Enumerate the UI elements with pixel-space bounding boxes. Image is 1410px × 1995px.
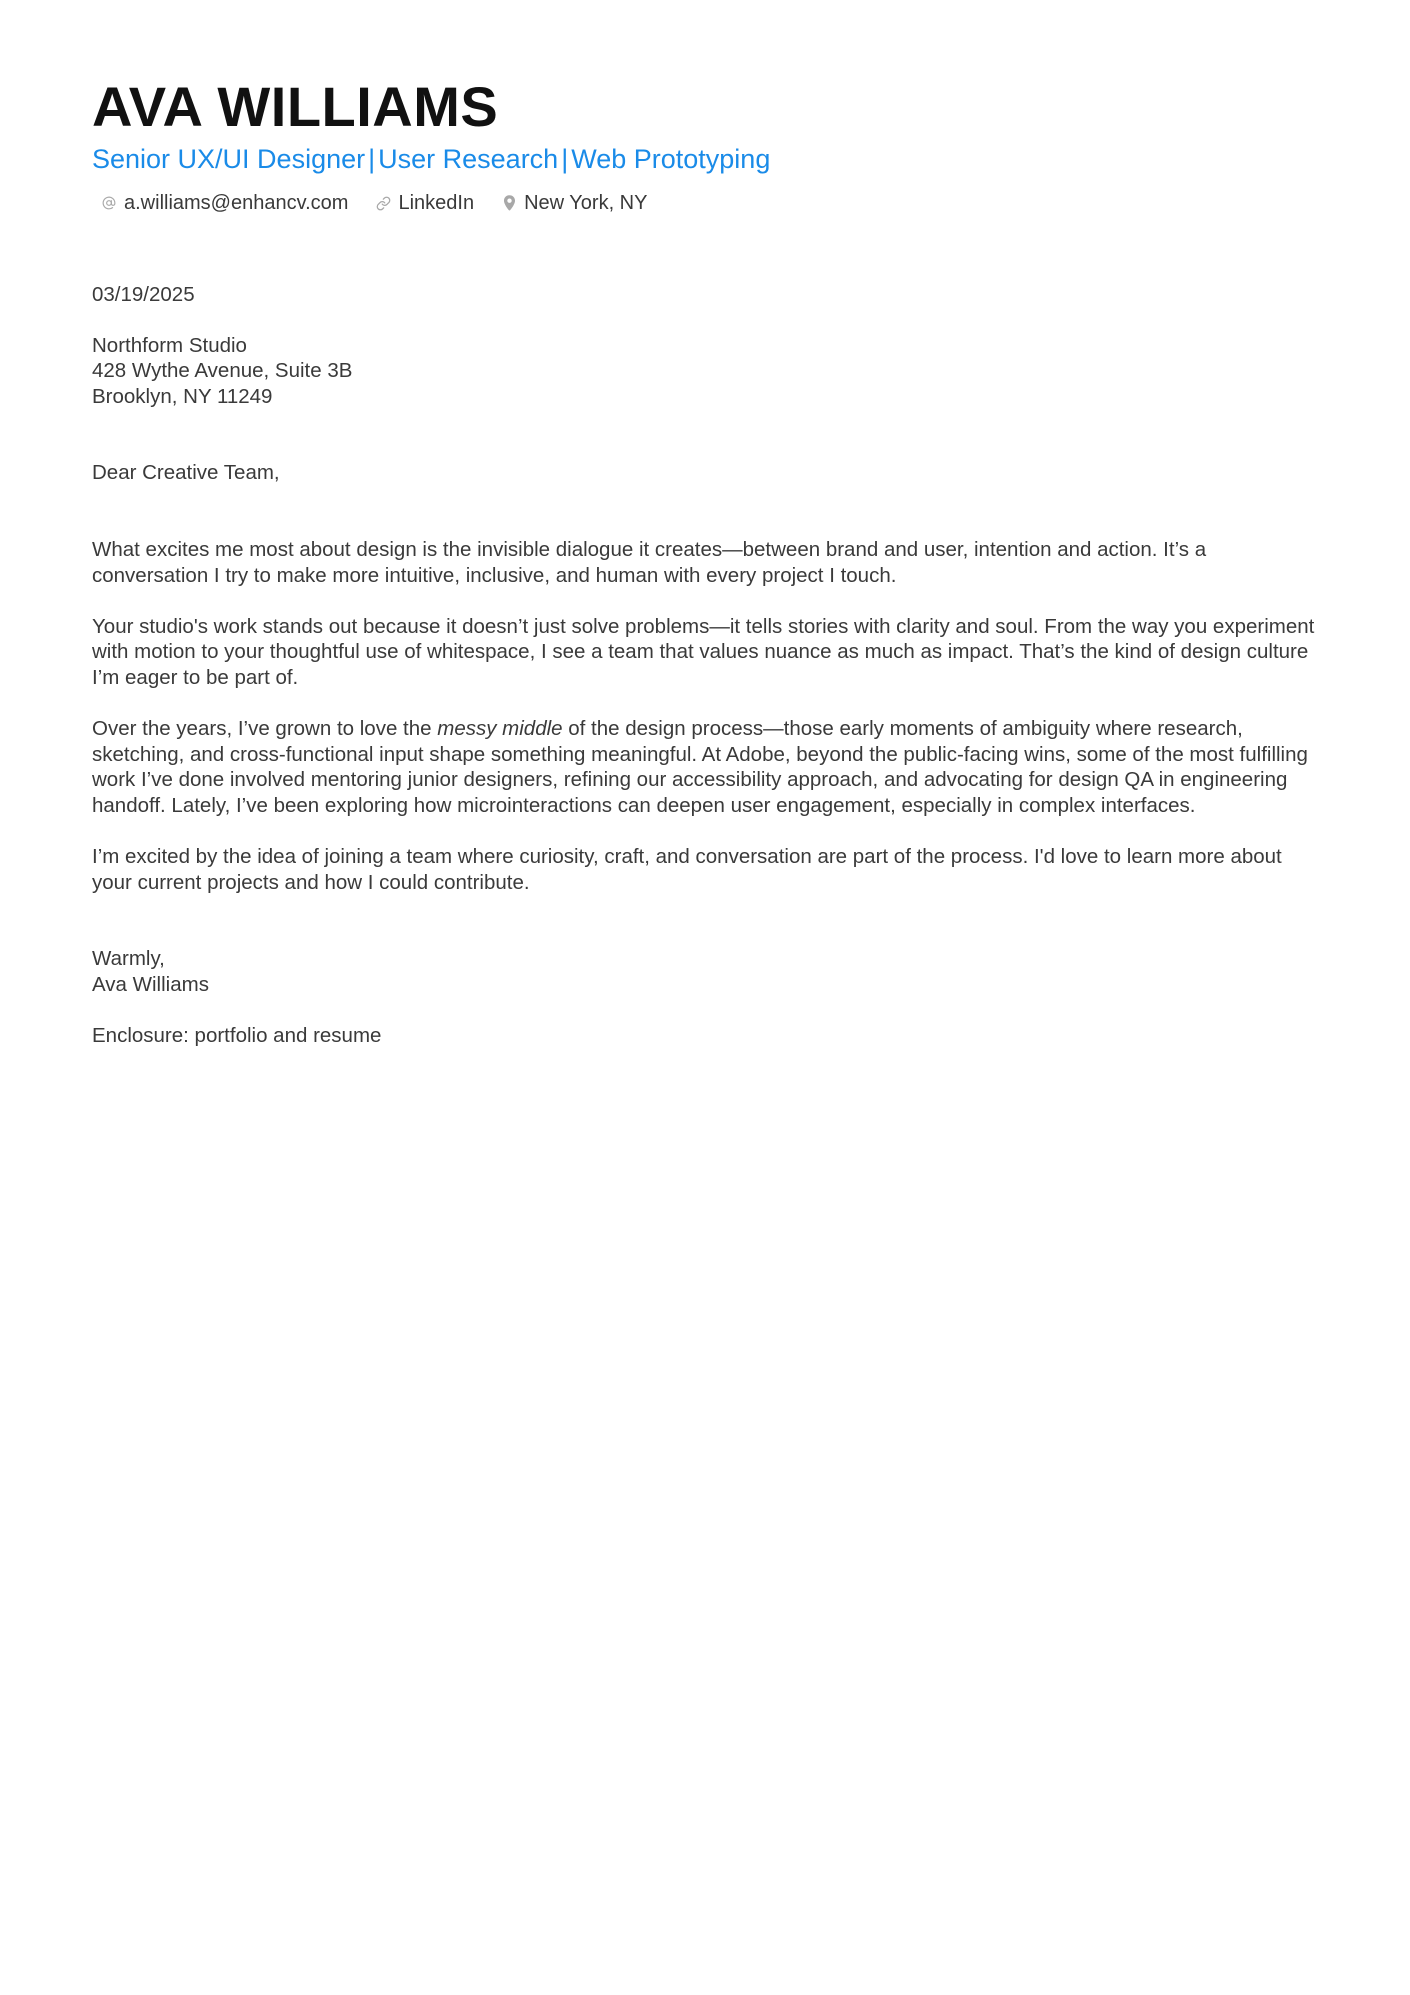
headline-skill-research: User Research bbox=[378, 144, 559, 174]
paragraph-experience bbox=[92, 716, 1318, 818]
contact-location bbox=[500, 190, 647, 216]
signature-name: Ava Williams bbox=[92, 972, 209, 996]
headline-skill-prototyping: Web Prototyping bbox=[571, 144, 771, 174]
salutation: Dear Creative Team, bbox=[92, 461, 280, 485]
recipient-street: 428 Wythe Avenue, Suite 3B bbox=[92, 359, 353, 383]
applicant-name: AVA WILLIAMS bbox=[92, 75, 499, 138]
contact-email-text: a.williams@enhancv.com bbox=[124, 192, 349, 214]
map-pin-icon bbox=[500, 194, 518, 212]
paragraph-experience-end: of the design process—those early moments of ambiguity where research, sketching, and cross-functional input shape something meaningful. At Adobe, beyond the public-facing wins, some of the most fulfilling work I’ve done involved mentoring junior designers, refining our accessibility approach, and advocating for design QA in engineering handoff. Lately, I’ve been exploring how microinteractions can deepen user engagement, especially in complex interfaces. bbox=[92, 717, 1308, 817]
contact-location-text: New York, NY bbox=[524, 192, 648, 214]
letter-paragraphs bbox=[92, 537, 1318, 895]
contact-linkedin[interactable] bbox=[374, 190, 474, 216]
paragraph-studio: Your studio's work stands out because it doesn’t just solve problems—it tells stories with clarity and soul. From the way you experiment with motion to your thoughtful use of whitespace, I see a team that values nuance as much as impact. That’s the kind of design culture I’m eager to be part of. bbox=[92, 614, 1315, 689]
recipient-city: Brooklyn, NY 11249 bbox=[92, 384, 273, 408]
applicant-headline bbox=[92, 142, 1318, 176]
link-icon bbox=[374, 194, 392, 212]
contact-bar bbox=[92, 190, 1318, 216]
recipient-address bbox=[92, 333, 1318, 410]
headline-role: Senior UX/UI Designer bbox=[92, 144, 366, 174]
contact-linkedin-text: LinkedIn bbox=[398, 192, 475, 214]
letter-date: 03/19/2025 bbox=[92, 283, 195, 306]
closing-phrase: Warmly, bbox=[92, 947, 165, 971]
letter-header bbox=[92, 72, 1318, 216]
sign-off bbox=[92, 946, 1318, 997]
letter-body bbox=[92, 282, 1318, 1049]
at-sign-icon bbox=[100, 194, 118, 212]
paragraph-experience-emphasis: messy middle bbox=[437, 717, 563, 741]
enclosure-note: Enclosure: portfolio and resume bbox=[92, 1024, 382, 1048]
paragraph-experience-start: Over the years, I’ve grown to love the bbox=[92, 717, 438, 741]
headline-separator: | bbox=[368, 144, 376, 174]
paragraph-intro: What excites me most about design is the invisible dialogue it creates—between brand and user, intention and action. It’s a conversation I try to make more intuitive, inclusive, and human with every project I touch. bbox=[92, 537, 1207, 587]
contact-email[interactable] bbox=[100, 190, 348, 216]
paragraph-closing: I’m excited by the idea of joining a team where curiosity, craft, and conversation are part of the process. I'd love to learn more about your current projects and how I could contribute. bbox=[92, 845, 1282, 894]
recipient-company: Northform Studio bbox=[92, 333, 247, 357]
headline-separator: | bbox=[561, 144, 569, 174]
